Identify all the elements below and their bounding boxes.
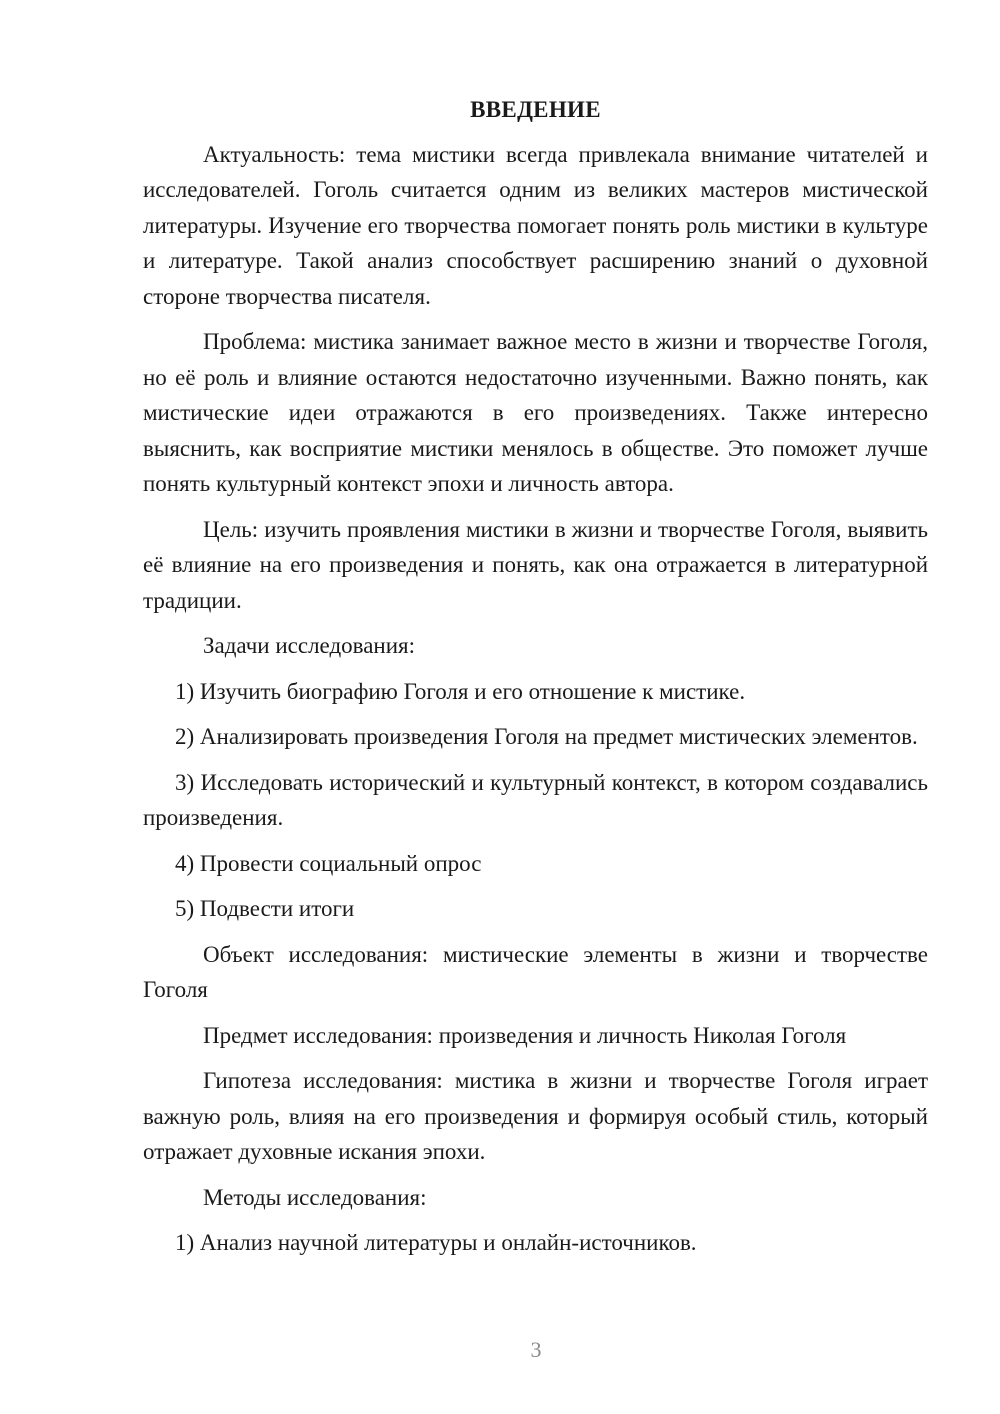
document-body	[143, 92, 928, 1271]
section-heading: ВВЕДЕНИЕ	[470, 97, 601, 122]
hypothesis-paragraph: Гипотеза исследования: мистика в жизни и творчестве Гоголя играет важную роль, влияя на его произведения и формируя особый стиль, который отражает духовные искания эпохи.	[143, 1068, 928, 1164]
goal-paragraph: Цель: изучить проявления мистики в жизни и творчестве Гоголя, выявить её влияние на его произведения и понять, как она отражается в литературной традиции.	[143, 516, 928, 613]
task-item: 2) Анализировать произведения Гоголя на предмет мистических элементов.	[175, 724, 918, 749]
task-item: 4) Провести социальный опрос	[175, 850, 482, 876]
object-paragraph: Объект исследования: мистические элементы в жизни и творчестве Гоголя	[143, 941, 928, 1002]
tasks-heading: Задачи исследования:	[203, 633, 416, 658]
task-item: 3) Исследовать исторический и культурный контекст, в котором создавались произведения.	[143, 769, 928, 830]
relevance-paragraph: Актуальность: тема мистики всегда привлекала внимание читателей и исследователей. Гоголь считается одним из великих мастеров мистической литературы. Изучение его творчества помогает понять роль мистики в культуре и литературе. Такой анализ способствует расширению знаний о духовной стороне творчества писателя.	[143, 141, 928, 309]
problem-paragraph: Проблема: мистика занимает важное место в жизни и творчестве Гоголя, но её роль и влияние остаются недостаточно изученными. Важно понять, как мистические идеи отражаются в его произведениях. Также интересно выяснить, как восприятие мистики менялось в обществе. Это поможет лучше понять культурный контекст эпохи и личность автора.	[143, 329, 928, 496]
method-item: 1) Анализ научной литературы и онлайн-источников.	[175, 1230, 697, 1255]
task-item: 5) Подвести итоги	[175, 896, 355, 921]
subject-paragraph: Предмет исследования: произведения и личность Николая Гоголя	[203, 1022, 847, 1048]
task-item: 1) Изучить биографию Гоголя и его отношение к мистике.	[175, 678, 746, 704]
page-number: 3	[530, 1337, 542, 1362]
methods-heading: Методы исследования:	[203, 1184, 427, 1210]
